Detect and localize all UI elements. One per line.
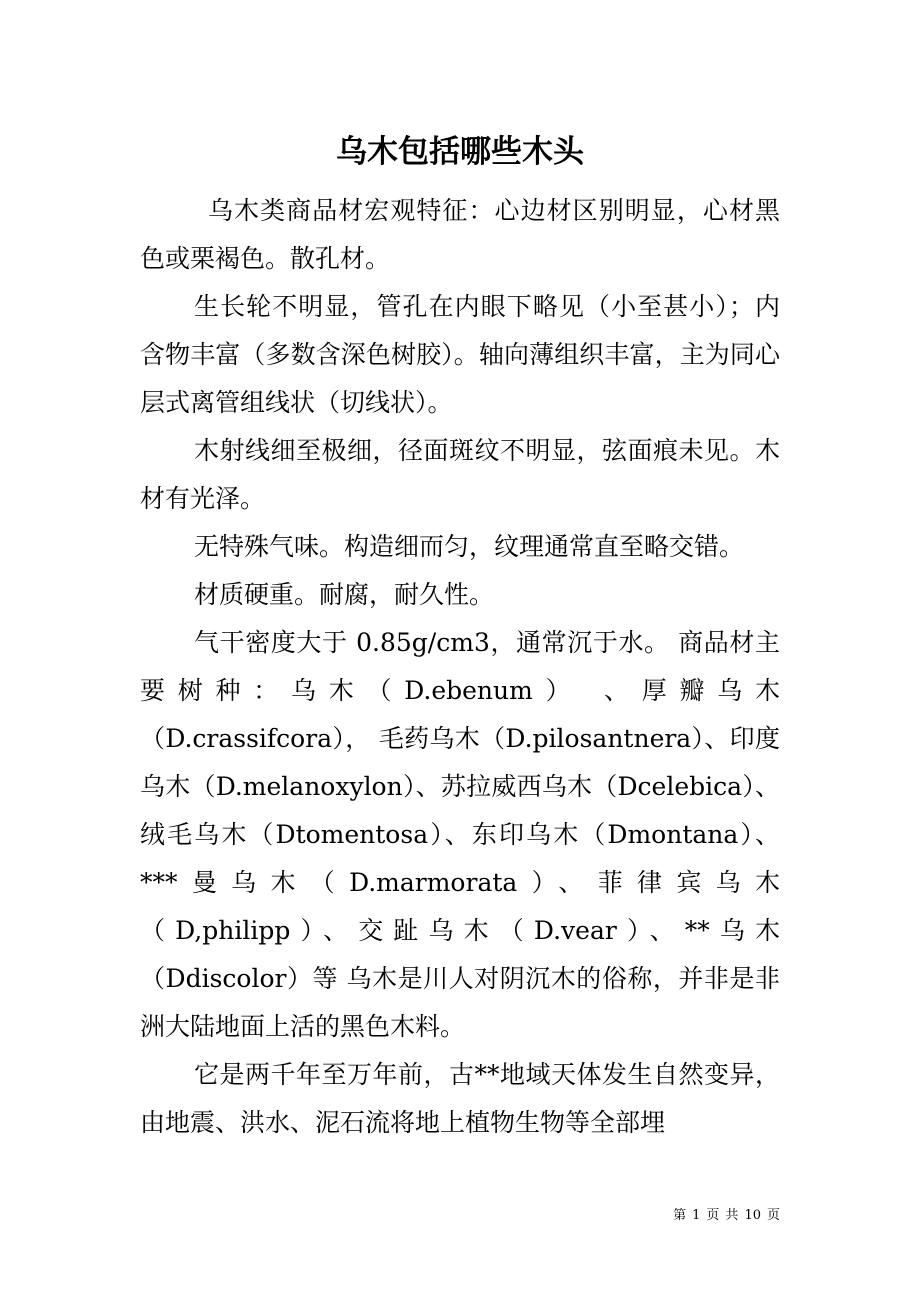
total-pages: 10 — [744, 1208, 761, 1223]
paragraph: 无特殊气味。构造细而匀，纹理通常直至略交错。 — [194, 532, 745, 561]
page-label: 第 — [673, 1208, 687, 1223]
document-title: 乌木包括哪些木头 — [336, 134, 584, 170]
total-unit: 页 — [766, 1208, 780, 1223]
paragraph: 生长轮不明显，管孔在内眼下略见（小至甚小）；内含物丰富（多数含深色树胶）。轴向薄组织丰富，主为同心层式离管组线状（切线状）。 — [140, 292, 780, 417]
total-label: 共 — [725, 1208, 739, 1223]
paragraph: 木射线细至极细，径面斑纹不明显，弦面痕未见。木材有光泽。 — [140, 436, 780, 513]
paragraph: 气干密度大于 0.85g/cm3，通常沉于水。 商品材主要树种：乌木（D.ebenum） 、厚瓣乌木（D.crassifcora）， 毛药乌木（D.pilosantnera）、印度乌木（D.melanoxylon）、苏拉威西乌木（Dcelebica）、绒毛乌木（Dtomentosa）、东印乌木（Dmontana）、***曼乌木（D.marmorata）、菲律宾乌木（D,philipp）、交趾乌木（D.vear）、**乌木（Ddiscolor）等 乌木是川人对阴沉木的俗称，并非是非洲大陆地面上活的黑色木料。 — [140, 628, 780, 1041]
document-body — [140, 187, 780, 1147]
paragraph: 材质硬重。耐腐，耐久性。 — [194, 580, 495, 609]
page-unit: 页 — [706, 1208, 720, 1223]
page-number: 1 — [692, 1208, 701, 1223]
page-number-indicator — [667, 1206, 780, 1226]
paragraph: 它是两千年至万年前，古**地域天体发生自然变异，由地震、洪水、泥石流将地上植物生物等全部埋 — [140, 1060, 780, 1137]
paragraph: 乌木类商品材宏观特征：心边材区别明显，心材黑色或栗褐色。散孔材。 — [140, 196, 780, 273]
